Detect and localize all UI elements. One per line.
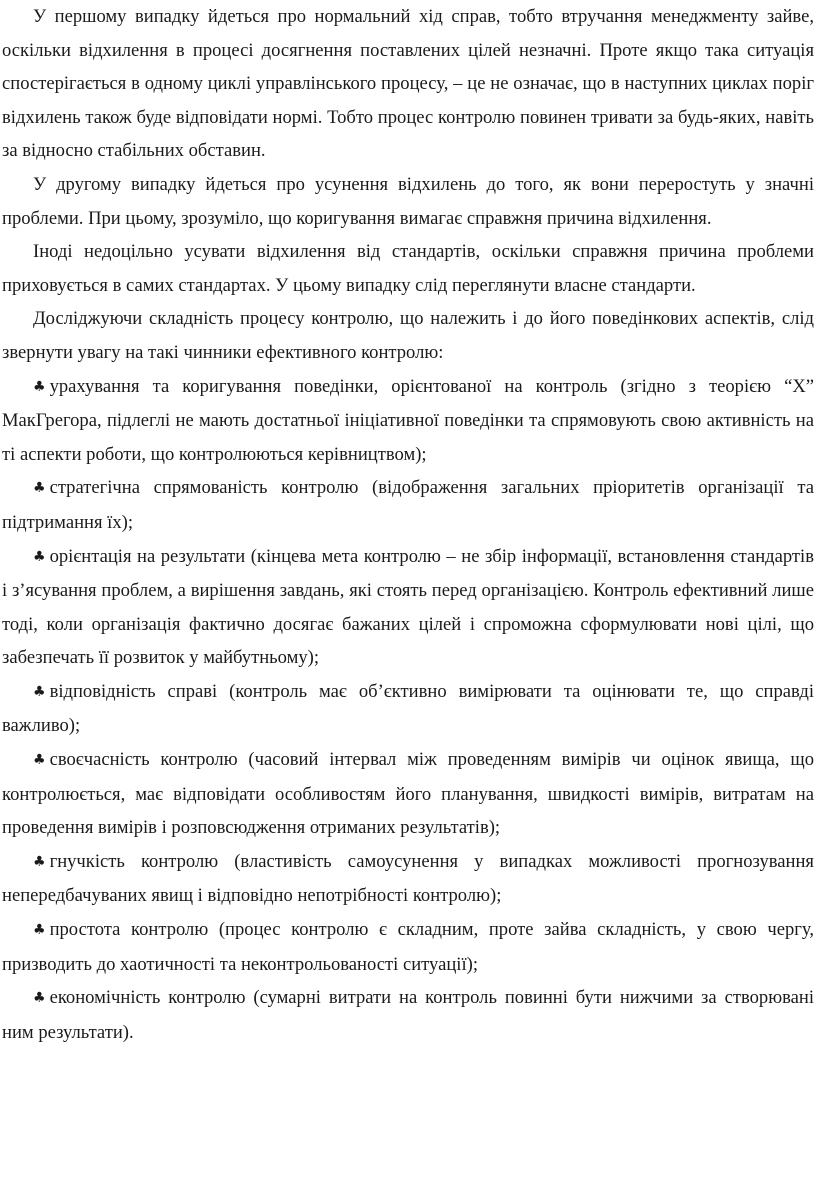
list-item	[2, 981, 814, 1049]
club-suit-icon: ♣	[33, 853, 46, 870]
paragraph-control-factors-intro: Досліджуючи складність процесу контролю, що належить і до його поведінкових аспектів, слід звернути увагу на такі чинники ефективного контролю:	[2, 308, 814, 363]
club-suit-icon: ♣	[33, 378, 46, 395]
paragraph-standards-revision: Іноді недоцільно усувати відхилення від стандартів, оскільки справжня причина проблеми приховується в самих стандартах. У цьому випадку слід переглянути власне стандарти.	[2, 241, 814, 296]
list-item-text: гнучкість контролю (властивість самоусунення у випадках можливості прогнозування непередбачуваних явищ і відповідно непотрібності контролю);	[2, 850, 814, 907]
list-item	[2, 845, 814, 913]
list-item	[2, 370, 814, 472]
list-item-text: економічність контролю (сумарні витрати на контроль повинні бути нижчими за створювані ним результати).	[2, 987, 814, 1043]
club-suit-icon: ♣	[33, 480, 46, 497]
list-item-text: урахування та коригування поведінки, орієнтованої на контроль (згідно з теорією “X” МакГрегора, підлеглі не мають достатньої ініціативної поведінки та спрямовують свою активність на ті аспекти роботи, що контролюються керівництвом);	[2, 375, 814, 465]
club-suit-icon: ♣	[33, 752, 46, 769]
list-item	[2, 471, 814, 539]
list-item	[2, 743, 814, 845]
list-item-text: своєчасність контролю (часовий інтервал між проведенням вимірів чи оцінок явища, що контролюється, має відповідати особливостям його планування, швидкості вимірів, витратам на проведення вимірів і розповсюдження отриманих результатів);	[2, 749, 814, 839]
list-item-text: відповідність справі (контроль має об’єктивно вимірювати та оцінювати те, що справді важливо);	[2, 680, 814, 737]
club-suit-icon: ♣	[33, 990, 46, 1007]
list-item-text: простота контролю (процес контролю є складним, проте зайва складність, у свою чергу, призводить до хаотичності та неконтрольованості ситуації);	[2, 919, 814, 975]
list-item-text: орієнтація на результати (кінцева мета контролю – не збір інформації, встановлення стандартів і з’ясування проблем, а вирішення завдань, які стоять перед організацією. Контроль ефективний лише тоді, коли організація фактично досягає бажаних цілей і спроможна сформулювати нові цілі, що забезпечать її розвиток у майбутньому);	[2, 545, 814, 669]
list-item-text: стратегічна спрямованість контролю (відображення загальних пріоритетів організації та підтримання їх);	[2, 477, 814, 533]
list-item	[2, 675, 814, 743]
list-item	[2, 913, 814, 981]
club-suit-icon: ♣	[33, 683, 46, 700]
list-item	[2, 540, 814, 675]
club-suit-icon: ♣	[33, 922, 46, 939]
club-suit-icon: ♣	[33, 548, 46, 565]
paragraph-normal-course: У першому випадку йдеться про нормальний хід справ, тобто втручання менеджменту зайве, оскільки відхилення в процесі досягнення поставлених цілей незначні. Проте якщо така ситуація спостерігається в одному циклі управлінського процесу, – це не означає, що в наступних циклах поріг відхилень також буде відповідати нормі. Тобто процес контролю повинен тривати за будь-яких, навіть за відносно стабільних обставин.	[2, 6, 814, 162]
paragraph-eliminating-deviations: У другому випадку йдеться про усунення відхилень до того, як вони переростуть у значні проблеми. При цьому, зрозуміло, що коригування вимагає справжня причина відхилення.	[2, 173, 814, 229]
